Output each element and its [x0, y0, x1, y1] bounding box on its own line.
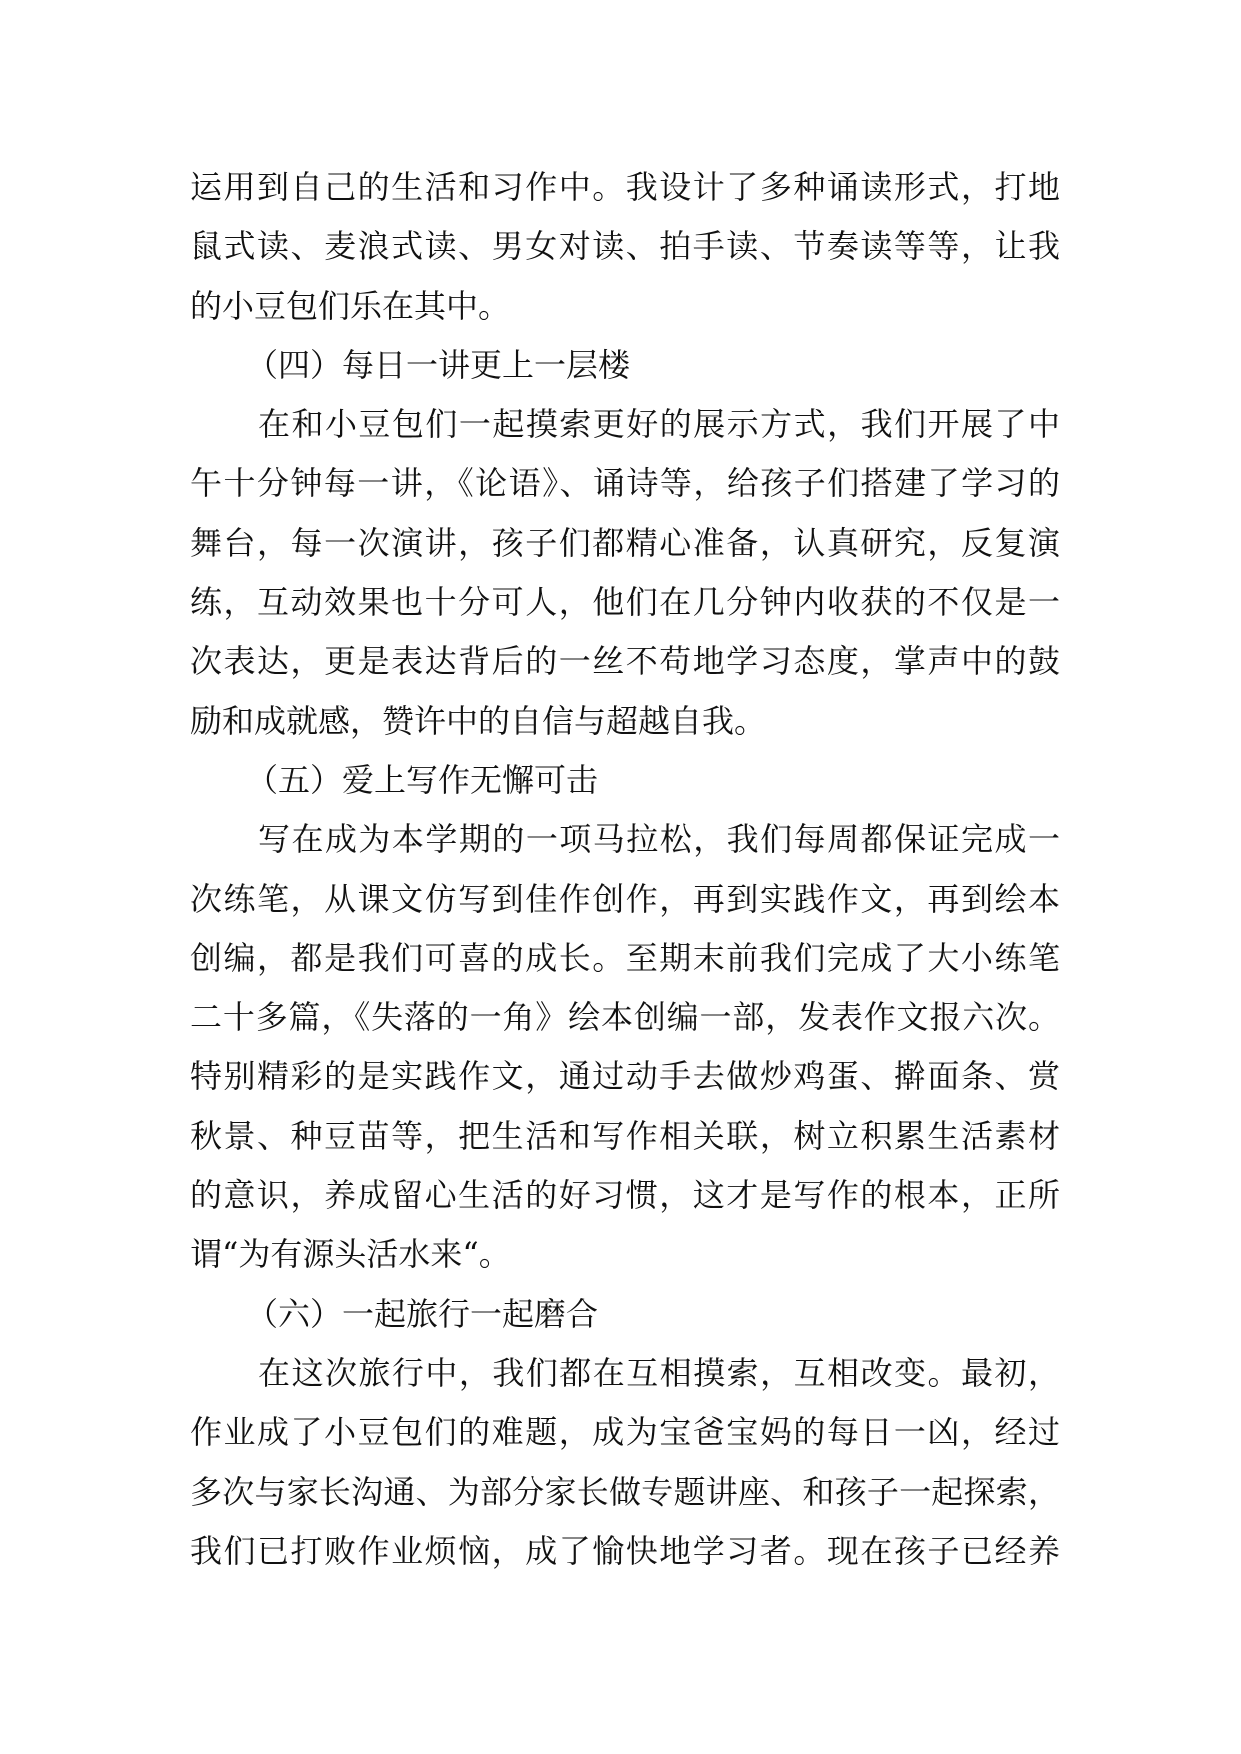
section-heading: （六）一起旅行一起磨合 — [246, 1294, 599, 1333]
body-text — [190, 158, 1060, 1581]
text-line: 创编，都是我们可喜的成长。至期末前我们完成了大小练笔 — [190, 938, 1060, 977]
text-line: 多次与家长沟通、为部分家长做专题讲座、和孩子一起探索， — [190, 1472, 1060, 1511]
text-line: 励和成就感，赞许中的自信与超越自我。 — [190, 701, 767, 740]
text-line: 运用到自己的生活和习作中。我设计了多种诵读形式，打地 — [190, 168, 1060, 206]
section-heading: （五）爱上写作无懈可击 — [246, 760, 599, 799]
text-line: 写在成为本学期的一项马拉松，我们每周都保证完成一 — [258, 820, 1060, 859]
text-line: 次练笔，从课文仿写到佳作创作，再到实践作文，再到绘本 — [190, 879, 1060, 918]
text-line: 秋景、种豆苗等，把生活和写作相关联，树立积累生活素材 — [190, 1116, 1060, 1155]
text-line: 谓“为有源头活水来“。 — [190, 1235, 511, 1274]
text-line: 次表达，更是表达背后的一丝不苟地学习态度，掌声中的鼓 — [190, 642, 1060, 681]
text-line: 特别精彩的是实践作文，通过动手去做炒鸡蛋、擀面条、赏 — [190, 1057, 1060, 1096]
text-line: 我们已打败作业烦恼，成了愉快地学习者。现在孩子已经养 — [190, 1531, 1060, 1570]
text-line: 的小豆包们乐在其中。 — [190, 286, 511, 325]
section-heading: （四）每日一讲更上一层楼 — [246, 345, 631, 384]
text-line: 练，互动效果也十分可人，他们在几分钟内收获的不仅是一 — [190, 583, 1060, 622]
text-line: 午十分钟每一讲，《论语》、诵诗等，给孩子们搭建了学习的 — [190, 464, 1060, 503]
text-line: 二十多篇，《失落的一角》绘本创编一部，发表作文报六次。 — [190, 998, 1060, 1037]
text-line: 舞台，每一次演讲，孩子们都精心准备，认真研究，反复演 — [190, 523, 1060, 562]
text-line: 在和小豆包们一起摸索更好的展示方式，我们开展了中 — [258, 405, 1060, 444]
text-line: 在这次旅行中，我们都在互相摸索，互相改变。最初， — [258, 1353, 1060, 1392]
text-line: 的意识，养成留心生活的好习惯，这才是写作的根本，正所 — [190, 1176, 1060, 1215]
text-line: 鼠式读、麦浪式读、男女对读、拍手读、节奏读等等，让我 — [190, 227, 1060, 266]
text-line: 作业成了小豆包们的难题，成为宝爸宝妈的每日一凶，经过 — [190, 1413, 1060, 1452]
